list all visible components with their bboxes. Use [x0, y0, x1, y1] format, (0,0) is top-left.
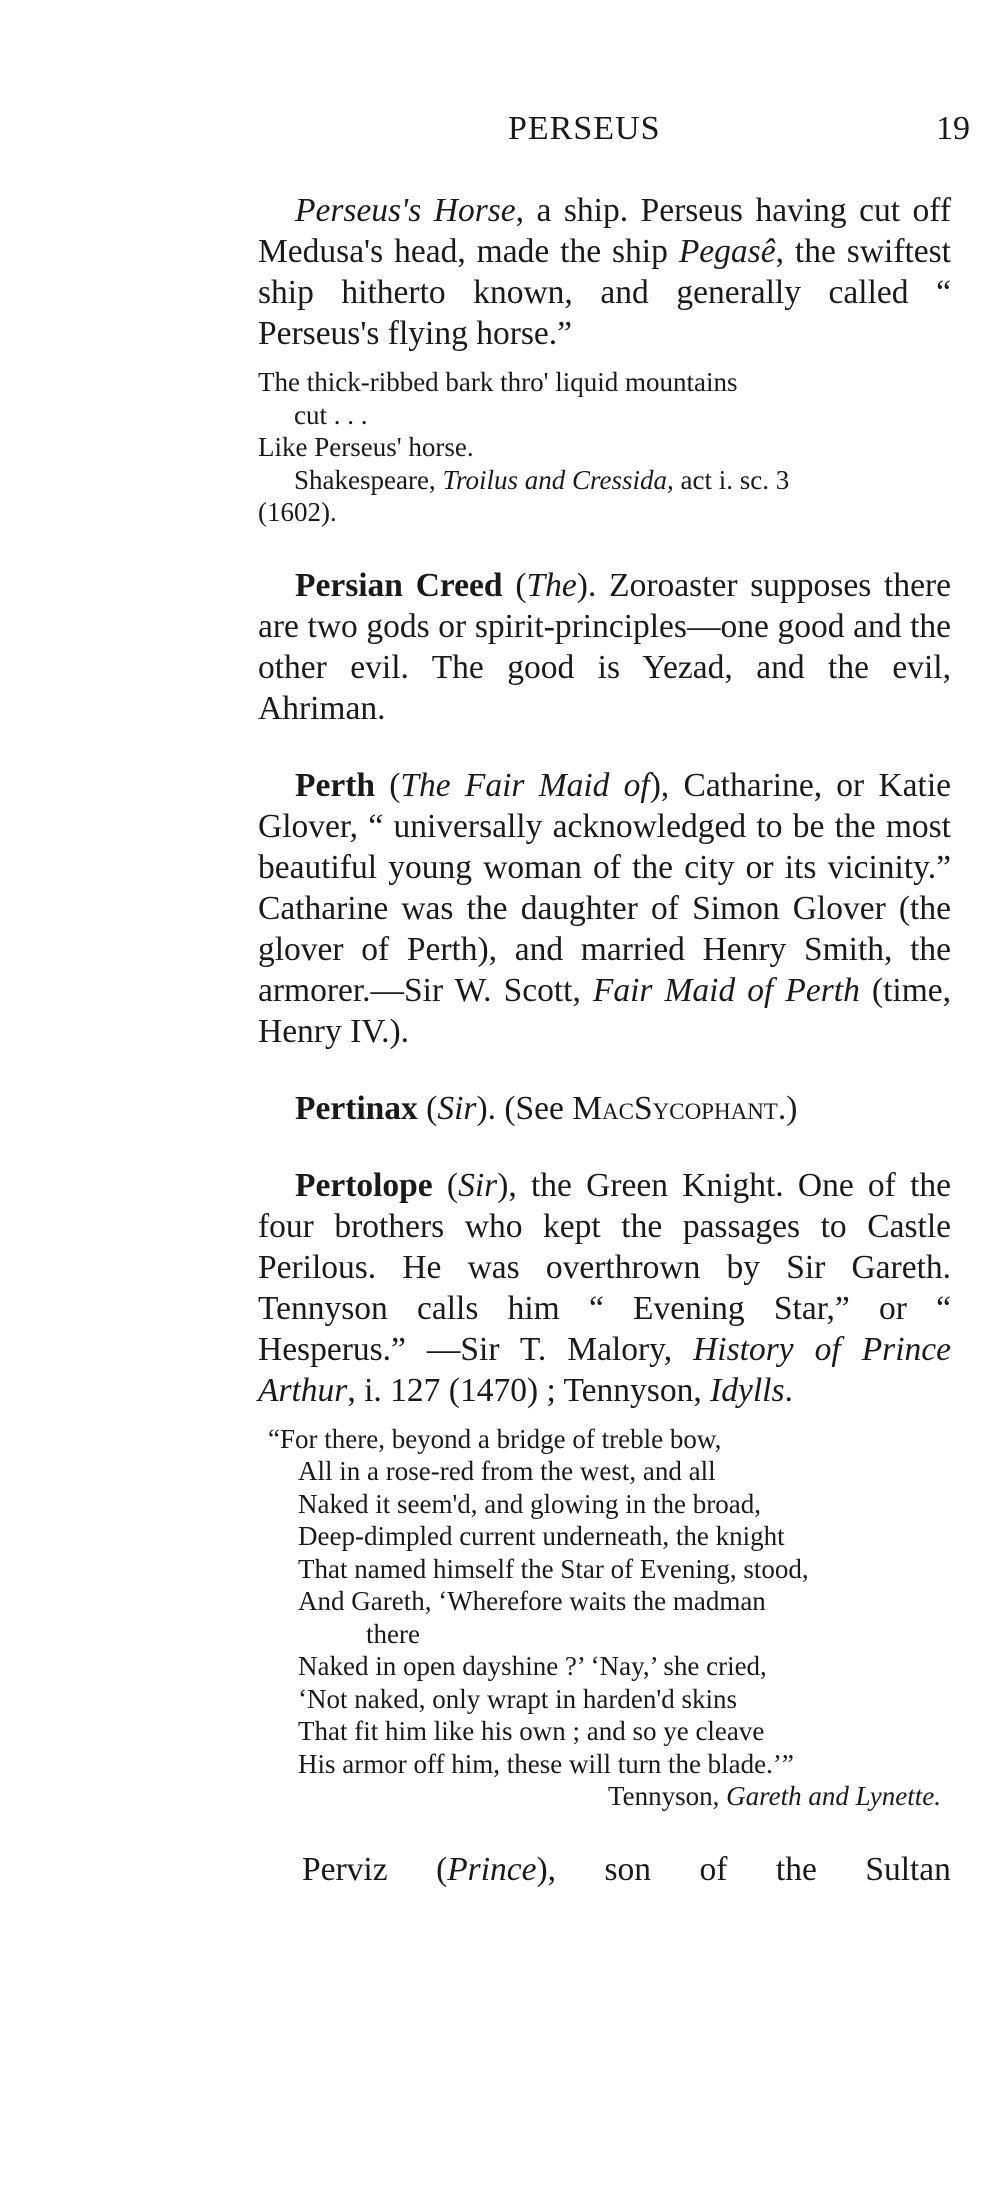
- quote-line: ‘Not naked, only wrapt in harden'd skins: [298, 1683, 738, 1714]
- headword-paren-wrap: (Prince),: [436, 1850, 557, 1888]
- headword-paren: The Fair Maid of: [400, 766, 650, 804]
- headword: Perth: [295, 766, 375, 804]
- entry-word: of: [699, 1850, 728, 1888]
- headword-paren: Sir: [437, 1089, 477, 1127]
- entry-text: . Zoroaster supposes there are two gods or spirit-principles—one good and the other evil. The good is Yezad, and the evil, Ahriman.: [258, 566, 951, 727]
- headword: Perseus's Horse: [295, 192, 516, 229]
- page-number: 19: [936, 110, 970, 147]
- quote-line: That named himself the Star of Evening, stood,: [298, 1553, 809, 1584]
- entry-text-cont: , i. 127 (1470) ; Tennyson,: [347, 1371, 711, 1409]
- headword-paren: Sir: [458, 1166, 498, 1204]
- quote-line: And Gareth, ‘Wherefore waits the madman: [298, 1586, 766, 1616]
- page-title: PERSEUS: [508, 110, 661, 147]
- entry-text: , Catharine, or Katie Glover, “ universally acknowledged to be the most beautiful young woman of the city or its vicinity.” Catharine was the daughter of Simon Glover (the glover of Perth), and married Henry Smith, the armorer.—Sir W. Scott,: [258, 766, 951, 1009]
- quote-line: His armor off him, these will turn the blade.’”: [298, 1748, 794, 1779]
- entry-perth: Perth (The Fair Maid of), Catharine, or Katie Glover, “ universally acknowledged to be the most beautiful young woman of the city or its vicinity.” Catharine was the daughter of Simon Glover (the glover of Perth), and married Henry Smith, the armorer.—Sir W. Scott, Fair Maid of Perth (time, Henry IV.).: [258, 766, 951, 1050]
- headword: Pertinax: [295, 1089, 418, 1127]
- cross-reference: MacSycophant: [572, 1089, 778, 1127]
- citation-author: Tennyson,: [607, 1781, 727, 1811]
- entry-text: . (See: [487, 1089, 573, 1127]
- entry-word: ,: [547, 1850, 557, 1888]
- citation-author: Shakespeare,: [294, 464, 443, 495]
- entry-word: Sultan: [865, 1850, 951, 1888]
- entry-perseus-horse: [258, 190, 951, 354]
- entry-text-cont: , the swiftest ship hitherto known, and generally called “ Perseus's flying horse.”: [258, 233, 951, 352]
- quote-line: cut . . .: [294, 399, 368, 430]
- entry-pertinax: Pertinax (Sir). (See MacSycophant.): [295, 1089, 798, 1127]
- work-title: History of Prince Arthur: [258, 1330, 951, 1409]
- ship-name: Pegasê: [678, 233, 776, 270]
- headword-paren: The: [526, 566, 577, 604]
- citation-rest: act i. sc. 3: [673, 464, 790, 495]
- entry-text-cont: .): [777, 1089, 798, 1127]
- quote-line: The thick-ribbed bark thro' liquid mountains: [258, 367, 738, 397]
- headword: Perviz: [302, 1850, 388, 1888]
- work-title: Fair Maid of Perth: [592, 971, 860, 1009]
- entry-text-cont: (time, Henry IV.).: [258, 971, 951, 1050]
- quote-line: “For there, beyond a bridge of treble bow,: [268, 1423, 722, 1454]
- headword: Persian Creed: [295, 566, 503, 604]
- quote-line: That fit him like his own ; and so ye cleave: [298, 1716, 765, 1746]
- running-head: [0, 110, 1000, 160]
- quotation: [258, 366, 951, 529]
- quote-line: Like Perseus' horse.: [258, 432, 474, 462]
- quote-line: there: [366, 1618, 420, 1649]
- entry-perviz: [258, 1849, 951, 1890]
- citation: [258, 464, 951, 497]
- entry-word: the: [775, 1850, 817, 1888]
- entry-lead: [302, 1849, 388, 1890]
- entry-text: , the Green Knight. One of the four brothers who kept the passages to Castle Perilous. He was overthrown by Sir Gareth. Tennyson calls him “ Evening Star,” or “ Hesperus.” —Sir T. Malory,: [258, 1166, 952, 1368]
- quote-line: Naked it seem'd, and glowing in the broad,: [298, 1488, 762, 1519]
- citation-title: Troilus and Cressida,: [442, 464, 674, 495]
- citation-year: (1602).: [258, 497, 337, 527]
- entry-text-end: .: [784, 1371, 793, 1409]
- work-title: Idylls: [710, 1371, 785, 1409]
- quotation: [258, 1423, 951, 1813]
- headword: Pertolope: [295, 1166, 433, 1204]
- entry-text: , a ship. Perseus having cut off Medusa's head, made the ship: [258, 192, 951, 270]
- quote-line: Naked in open dayshine ?’ ‘Nay,’ she cried,: [298, 1651, 767, 1681]
- quote-line: All in a rose-red from the west, and all: [298, 1456, 716, 1486]
- entry-word: son: [604, 1850, 652, 1888]
- quote-line: Deep-dimpled current underneath, the knight: [298, 1521, 785, 1551]
- citation-title: Gareth and Lynette.: [726, 1781, 941, 1811]
- headword-paren: Prince: [447, 1850, 537, 1888]
- citation: [258, 1780, 951, 1813]
- entry-persian-creed: Persian Creed (The). Zoroaster supposes there are two gods or spirit-principles—one good and the other evil. The good is Yezad, and the evil, Ahriman.: [258, 566, 951, 727]
- text-column: [258, 190, 951, 1890]
- entry-pertolope: Pertolope (Sir), the Green Knight. One of the four brothers who kept the passages to Castle Perilous. He was overthrown by Sir Gareth. Tennyson calls him “ Evening Star,” or “ Hesperus.” —Sir T. Malory, History of Prince Arthur, i. 127 (1470) ; Tennyson, Idylls.: [258, 1166, 952, 1409]
